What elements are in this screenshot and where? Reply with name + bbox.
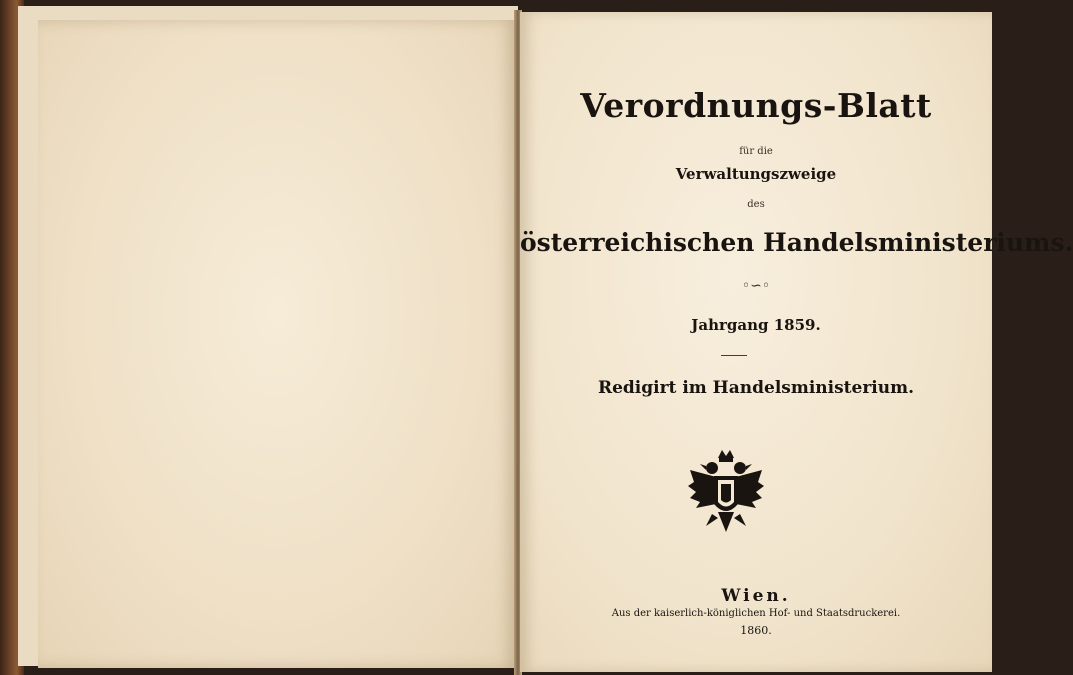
branches-text: Verwaltungszweige [675, 165, 837, 183]
city-name: Wien. [721, 586, 791, 606]
document-title: Verordnungs-Blatt [580, 86, 932, 125]
year-volume: Jahrgang 1859. [691, 316, 821, 334]
edited-by: Redigirt im Handelsministerium. [597, 378, 915, 398]
of-the-text: des [747, 199, 765, 210]
ornament-divider: ◦∽◦ [741, 278, 771, 294]
print-year: 1860. [740, 624, 772, 637]
ministry-name: österreichischen Handelsministeriums. [520, 228, 1073, 257]
title-page [520, 12, 1073, 672]
for-the-text: für die [739, 146, 773, 157]
printer-imprint: Aus der kaiserlich-königlichen Hof- und Staatsdruckerei. [611, 608, 901, 619]
left-blank-page [38, 20, 516, 668]
double-headed-eagle-icon [686, 448, 766, 536]
short-rule [721, 355, 747, 356]
